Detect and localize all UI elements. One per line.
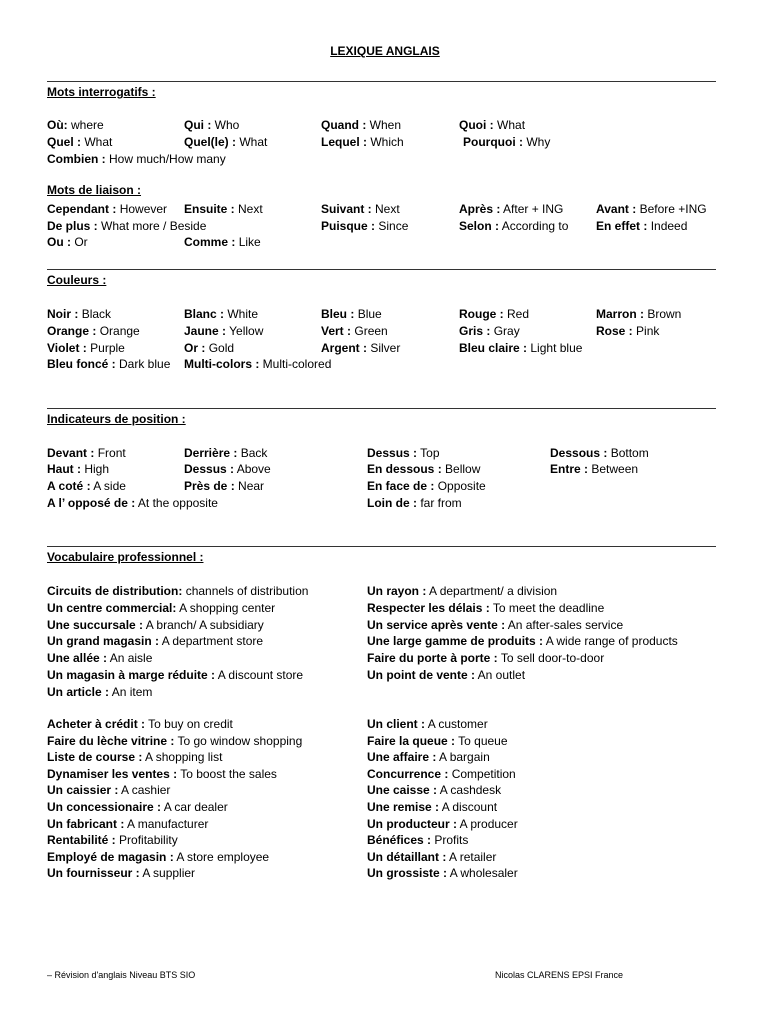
- vocab-term: Lequel :: [321, 135, 368, 149]
- divider: [47, 269, 716, 270]
- vocab-entry: [367, 717, 488, 731]
- vocab-translation: A department/ a division: [429, 584, 558, 598]
- vocab-translation: Dark blue: [119, 357, 171, 371]
- vocab-entry: [47, 235, 88, 249]
- vocab-translation: An aisle: [109, 651, 153, 666]
- vocab-entry: [367, 866, 518, 880]
- vocab-term: Bleu foncé :: [47, 357, 116, 371]
- vocab-translation: A discount store: [217, 668, 304, 682]
- vocab-translation: Black: [81, 307, 112, 321]
- vocab-term: Jaune :: [184, 324, 227, 338]
- vocab-translation: A discount: [441, 800, 498, 814]
- vocab-term: Marron :: [596, 307, 644, 321]
- vocab-entry: [47, 685, 152, 699]
- vocab-translation: White: [227, 307, 259, 321]
- footer-left: – Révision d'anglais Niveau BTS SIO: [47, 970, 196, 980]
- vocab-term: Un grossiste :: [367, 866, 448, 881]
- section-heading-interrogatifs: Mots interrogatifs :: [47, 85, 156, 99]
- vocab-term: Blanc :: [184, 307, 225, 321]
- document-title: LEXIQUE ANGLAIS: [330, 44, 440, 58]
- vocab-entry: [47, 866, 195, 880]
- vocab-translation: A shopping center: [179, 600, 276, 615]
- vocab-translation: A wide range of products: [545, 634, 678, 649]
- vocab-term: Avant :: [596, 202, 637, 216]
- vocab-term: Quel(le) :: [184, 135, 237, 149]
- vocab-term: Dessus :: [367, 446, 418, 460]
- vocab-entry: [321, 202, 400, 216]
- vocab-term: Bleu claire :: [459, 341, 528, 355]
- vocab-term: Concurrence :: [367, 766, 449, 781]
- vocab-term: Un fabricant :: [47, 816, 125, 831]
- vocab-entry: [367, 446, 440, 460]
- vocab-term: Faire la queue :: [367, 733, 456, 748]
- vocab-entry: [367, 618, 623, 632]
- vocab-translation: Next: [375, 202, 400, 216]
- vocab-term: Où:: [47, 118, 68, 132]
- vocab-translation: Since: [378, 219, 409, 233]
- vocab-entry: [321, 307, 382, 321]
- vocab-term: Loin de :: [367, 496, 417, 510]
- vocab-term: Après :: [459, 202, 501, 216]
- vocab-translation: channels of distribution: [185, 584, 309, 598]
- vocab-translation: Gold: [208, 341, 235, 355]
- vocab-translation: Above: [236, 462, 271, 476]
- vocab-term: Puisque :: [321, 219, 376, 233]
- vocab-term: Un article :: [47, 684, 110, 699]
- vocab-term: A coté :: [47, 479, 91, 493]
- vocab-entry: [184, 118, 239, 132]
- vocab-entry: [367, 767, 516, 781]
- vocab-term: Ensuite :: [184, 202, 235, 216]
- vocab-translation: What more / Beside: [101, 219, 207, 233]
- vocab-term: Rose :: [596, 324, 633, 338]
- vocab-entry: [47, 584, 308, 598]
- vocab-translation: What: [239, 135, 268, 149]
- vocab-translation: However: [119, 202, 168, 216]
- vocab-term: Dessous :: [550, 446, 608, 460]
- vocab-entry: [550, 446, 649, 460]
- vocab-entry: [47, 783, 170, 797]
- vocab-translation: Indeed: [650, 219, 688, 233]
- vocab-term: Un fournisseur :: [47, 866, 140, 881]
- vocab-entry: [367, 817, 518, 831]
- vocab-translation: A customer: [427, 717, 488, 731]
- vocab-entry: [596, 219, 687, 233]
- vocab-entry: [47, 135, 112, 149]
- vocab-translation: A bargain: [439, 750, 490, 765]
- vocab-term: Un caissier :: [47, 783, 119, 798]
- vocab-translation: A retailer: [449, 849, 497, 864]
- vocab-translation: To sell door-to-door: [500, 651, 605, 666]
- vocab-translation: A wholesaler: [449, 866, 518, 881]
- vocab-entry: [47, 750, 222, 764]
- vocab-entry: [184, 341, 234, 355]
- vocab-entry: [367, 800, 497, 814]
- vocab-entry: [321, 341, 400, 355]
- vocab-entry: [47, 496, 218, 510]
- vocab-entry: [367, 496, 462, 510]
- vocab-entry: [184, 307, 258, 321]
- vocab-translation: A manufacturer: [127, 816, 209, 831]
- vocab-entry: [596, 307, 681, 321]
- vocab-translation: A department store: [161, 634, 264, 649]
- vocab-entry: [463, 135, 550, 149]
- vocab-translation: Top: [420, 446, 440, 460]
- vocab-translation: According to: [501, 219, 569, 233]
- vocab-entry: [596, 324, 659, 338]
- vocab-translation: Multi-colored: [262, 357, 332, 371]
- vocab-term: Derrière :: [184, 446, 238, 460]
- vocab-entry: [47, 357, 170, 371]
- vocab-term: Une allée :: [47, 651, 108, 666]
- vocab-entry: [47, 219, 206, 233]
- vocab-term: Selon :: [459, 219, 500, 233]
- vocab-translation: A supplier: [142, 866, 196, 881]
- vocab-translation: Front: [97, 446, 126, 460]
- vocab-term: Rentabilité :: [47, 833, 116, 848]
- vocab-term: Un service après vente :: [367, 617, 506, 632]
- vocab-entry: [459, 118, 525, 132]
- vocab-translation: What: [84, 135, 113, 149]
- vocab-term: De plus :: [47, 219, 98, 233]
- vocab-entry: [47, 767, 277, 781]
- vocab-translation: A side: [93, 479, 126, 493]
- vocab-translation: Who: [214, 118, 240, 132]
- vocab-translation: Near: [238, 479, 265, 493]
- vocab-translation: Purple: [90, 341, 125, 355]
- vocab-entry: [184, 446, 267, 460]
- vocab-entry: [47, 618, 264, 632]
- vocab-entry: [184, 235, 261, 249]
- vocab-term: Liste de course :: [47, 750, 143, 765]
- vocab-entry: [47, 446, 126, 460]
- section-heading-couleurs: Couleurs :: [47, 273, 107, 287]
- vocab-translation: far from: [420, 496, 462, 510]
- vocab-term: Dessus :: [184, 462, 235, 476]
- vocab-translation: Gray: [493, 324, 520, 338]
- vocab-term: Un client :: [367, 717, 426, 731]
- vocab-term: Qui :: [184, 118, 212, 132]
- vocab-translation: Bellow: [445, 462, 481, 476]
- vocab-entry: [47, 202, 167, 216]
- vocab-translation: An after-sales service: [507, 617, 624, 632]
- vocab-term: Haut :: [47, 462, 81, 476]
- vocab-entry: [184, 324, 263, 338]
- vocab-term: Rouge :: [459, 307, 504, 321]
- divider: [47, 546, 716, 547]
- vocab-entry: [367, 734, 508, 748]
- vocab-term: Faire du lèche vitrine :: [47, 733, 175, 748]
- vocab-term: Multi-colors :: [184, 357, 260, 371]
- section-heading-position: Indicateurs de position :: [47, 412, 186, 426]
- vocab-term: Cependant :: [47, 202, 117, 216]
- vocab-translation: A cashdesk: [439, 783, 502, 798]
- vocab-entry: [47, 717, 233, 731]
- vocab-translation: A branch/ A subsidiary: [145, 617, 264, 632]
- vocab-entry: [367, 783, 501, 797]
- vocab-translation: Like: [238, 235, 261, 249]
- vocab-entry: [367, 584, 557, 598]
- vocab-entry: [47, 850, 269, 864]
- vocab-entry: [47, 833, 178, 847]
- vocab-term: A l’ opposé de :: [47, 496, 136, 510]
- vocab-translation: Orange: [99, 324, 140, 338]
- vocab-term: Employé de magasin :: [47, 849, 174, 864]
- vocab-entry: [47, 601, 275, 615]
- vocab-term: Une caisse :: [367, 783, 438, 798]
- vocab-term: Quel :: [47, 135, 82, 149]
- vocab-translation: Or: [74, 235, 88, 249]
- vocab-entry: [321, 324, 388, 338]
- vocab-entry: [47, 479, 126, 493]
- vocab-translation: To queue: [458, 733, 508, 748]
- vocab-term: Acheter à crédit :: [47, 717, 146, 731]
- vocab-entry: [367, 750, 490, 764]
- vocab-translation: where: [71, 118, 104, 132]
- vocab-entry: [47, 668, 303, 682]
- vocab-term: Comme :: [184, 235, 236, 249]
- vocab-term: Suivant :: [321, 202, 372, 216]
- vocab-translation: Green: [354, 324, 388, 338]
- vocab-entry: [459, 307, 529, 321]
- vocab-term: Un rayon :: [367, 584, 427, 598]
- vocab-term: Bleu :: [321, 307, 355, 321]
- vocab-translation: Next: [238, 202, 263, 216]
- vocab-term: Près de :: [184, 479, 235, 493]
- vocab-translation: To go window shopping: [177, 733, 303, 748]
- vocab-term: Circuits de distribution:: [47, 584, 183, 598]
- vocab-entry: [47, 341, 125, 355]
- vocab-entry: [367, 634, 678, 648]
- vocab-term: En effet :: [596, 219, 648, 233]
- vocab-translation: A shopping list: [145, 750, 223, 765]
- vocab-entry: [596, 202, 707, 216]
- vocab-entry: [321, 118, 401, 132]
- vocab-entry: [550, 462, 638, 476]
- vocab-term: Respecter les délais :: [367, 600, 490, 615]
- vocab-term: Une succursale :: [47, 617, 144, 632]
- vocab-term: En face de :: [367, 479, 435, 493]
- vocab-term: Un producteur :: [367, 816, 457, 831]
- vocab-term: Quoi :: [459, 118, 494, 132]
- vocab-translation: Light blue: [530, 341, 583, 355]
- section-heading-professionnel: Vocabulaire professionnel :: [47, 550, 204, 564]
- vocab-term: Noir :: [47, 307, 79, 321]
- vocab-translation: A producer: [459, 816, 518, 831]
- vocab-term: Une remise :: [367, 800, 440, 814]
- vocab-entry: [367, 601, 604, 615]
- vocab-translation: To buy on credit: [148, 717, 233, 731]
- vocab-translation: When: [369, 118, 402, 132]
- vocab-entry: [321, 219, 408, 233]
- vocab-entry: [184, 135, 267, 149]
- vocab-term: Un centre commercial:: [47, 600, 177, 615]
- vocab-translation: Brown: [647, 307, 682, 321]
- vocab-term: Devant :: [47, 446, 95, 460]
- vocab-entry: [367, 668, 525, 682]
- section-heading-liaison: Mots de liaison :: [47, 183, 142, 197]
- vocab-translation: How much/How many: [109, 152, 226, 166]
- vocab-term: Quand :: [321, 118, 367, 132]
- vocab-term: Vert :: [321, 324, 352, 338]
- vocab-translation: Silver: [370, 341, 401, 355]
- vocab-translation: Red: [507, 307, 530, 321]
- vocab-entry: [459, 341, 582, 355]
- vocab-translation: An item: [111, 684, 153, 699]
- divider: [47, 81, 716, 82]
- vocab-term: Un concessionaire :: [47, 800, 162, 814]
- vocab-term: Une large gamme de produits :: [367, 634, 544, 649]
- vocab-term: Gris :: [459, 324, 491, 338]
- vocab-entry: [184, 202, 263, 216]
- vocab-entry: [367, 479, 486, 493]
- vocab-term: Un grand magasin :: [47, 634, 160, 649]
- vocab-term: Or :: [184, 341, 206, 355]
- vocab-entry: [184, 357, 331, 371]
- vocab-translation: A car dealer: [163, 800, 228, 814]
- vocab-translation: Competition: [451, 766, 516, 781]
- vocab-translation: Which: [370, 135, 404, 149]
- vocab-translation: To meet the deadline: [492, 600, 605, 615]
- vocab-entry: [184, 462, 271, 476]
- vocab-term: Argent :: [321, 341, 367, 355]
- vocab-term: Pourquoi :: [463, 135, 523, 149]
- vocab-entry: [459, 219, 568, 233]
- vocab-term: Dynamiser les ventes :: [47, 766, 178, 781]
- vocab-translation: Bottom: [610, 446, 649, 460]
- vocab-translation: Pink: [636, 324, 660, 338]
- vocab-entry: [459, 202, 563, 216]
- vocab-translation: Before +ING: [639, 202, 707, 216]
- vocab-entry: [47, 651, 152, 665]
- vocab-translation: What: [497, 118, 526, 132]
- vocab-entry: [459, 324, 520, 338]
- vocab-entry: [367, 651, 604, 665]
- vocab-entry: [47, 118, 104, 132]
- vocab-entry: [47, 324, 140, 338]
- vocab-term: En dessous :: [367, 462, 442, 476]
- vocab-term: Une affaire :: [367, 750, 437, 765]
- vocab-entry: [367, 833, 468, 847]
- vocab-translation: Profits: [434, 833, 469, 848]
- vocab-term: Ou :: [47, 235, 71, 249]
- vocab-entry: [321, 135, 404, 149]
- vocab-term: Entre :: [550, 462, 589, 476]
- vocab-translation: Yellow: [229, 324, 264, 338]
- divider: [47, 408, 716, 409]
- vocab-entry: [47, 817, 208, 831]
- vocab-term: Orange :: [47, 324, 97, 338]
- vocab-entry: [47, 634, 263, 648]
- vocab-term: Bénéfices :: [367, 833, 432, 848]
- vocab-translation: Blue: [357, 307, 382, 321]
- footer-right: Nicolas CLARENS EPSI France: [495, 970, 624, 980]
- vocab-translation: A store employee: [176, 849, 270, 864]
- vocab-entry: [47, 307, 111, 321]
- vocab-entry: [367, 462, 480, 476]
- vocab-entry: [367, 850, 496, 864]
- vocab-entry: [184, 479, 264, 493]
- vocab-translation: To boost the sales: [180, 766, 277, 781]
- vocab-translation: After + ING: [503, 202, 564, 216]
- vocab-term: Faire du porte à porte :: [367, 651, 498, 666]
- vocab-term: Un point de vente :: [367, 668, 475, 682]
- vocab-translation: A cashier: [121, 783, 171, 798]
- vocab-term: Un détaillant :: [367, 849, 447, 864]
- vocab-entry: [47, 800, 228, 814]
- vocab-translation: Back: [240, 446, 268, 460]
- vocab-translation: Profitability: [119, 833, 178, 848]
- vocab-translation: An outlet: [477, 668, 526, 682]
- vocab-term: Violet :: [47, 341, 87, 355]
- vocab-entry: [47, 152, 226, 166]
- vocab-translation: At the opposite: [137, 496, 218, 510]
- vocab-entry: [47, 462, 109, 476]
- vocab-translation: Between: [591, 462, 639, 476]
- vocab-translation: High: [84, 462, 110, 476]
- vocab-term: Combien :: [47, 152, 106, 166]
- vocab-translation: Why: [526, 135, 551, 149]
- vocab-translation: Opposite: [437, 479, 486, 493]
- vocab-term: Un magasin à marge réduite :: [47, 668, 216, 682]
- vocab-entry: [47, 734, 302, 748]
